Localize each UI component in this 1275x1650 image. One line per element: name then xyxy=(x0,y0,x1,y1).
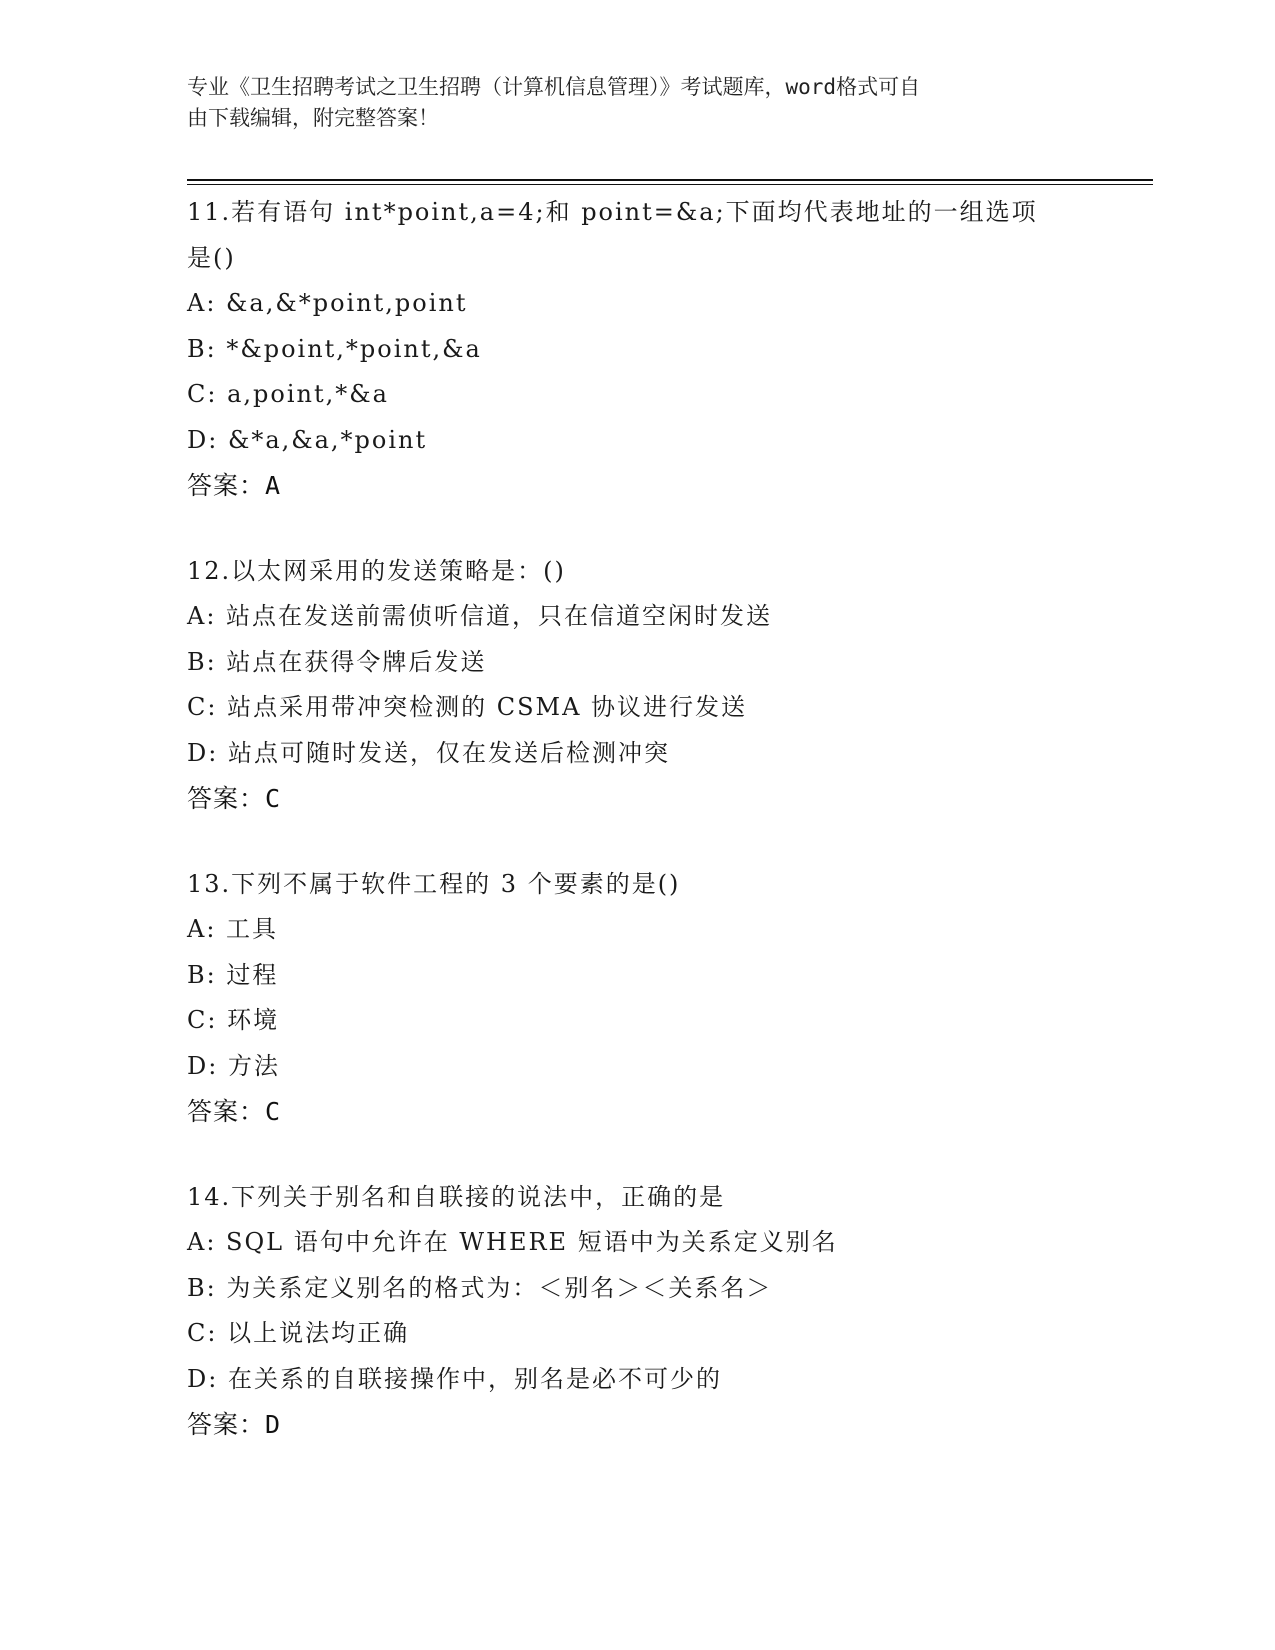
question-stem: 11.若有语句 int*point,a=4;和 point=&a;下面均代表地址的一组选项 xyxy=(187,198,1038,226)
option-a: A: 站点在发送前需侦听信道，只在信道空闲时发送 xyxy=(187,602,773,630)
answer-line: 答案：A xyxy=(187,471,282,500)
question-14 xyxy=(187,1175,1087,1448)
option-d: D: 在关系的自联接操作中，别名是必不可少的 xyxy=(187,1364,722,1393)
option-b: B: 站点在获得令牌后发送 xyxy=(187,647,487,676)
question-stem: 14.下列关于别名和自联接的说法中，正确的是 xyxy=(187,1182,726,1211)
question-13 xyxy=(187,862,1087,1135)
option-c: C: 环境 xyxy=(187,1006,280,1034)
question-stem: 12.以太网采用的发送策略是：() xyxy=(187,556,566,585)
answer-line: 答案：C xyxy=(187,784,282,813)
option-b: B: 为关系定义别名的格式为：＜别名＞＜关系名＞ xyxy=(187,1273,773,1302)
question-11 xyxy=(187,190,1087,509)
option-a: A: 工具 xyxy=(187,915,279,943)
question-12 xyxy=(187,549,1087,822)
option-c: C: 站点采用带冲突检测的 CSMA 协议进行发送 xyxy=(187,693,748,721)
option-d: D: 方法 xyxy=(187,1051,280,1080)
question-stem: 13.下列不属于软件工程的 3 个要素的是() xyxy=(187,869,681,898)
option-a: A: &a,&*point,point xyxy=(187,289,468,317)
option-c: C: a,point,*&a xyxy=(187,380,389,408)
question-gap xyxy=(187,509,1087,549)
header-line-2: 由下载编辑，附完整答案！ xyxy=(187,106,439,130)
question-stem-continued: 是() xyxy=(187,243,236,272)
header-divider-thin xyxy=(187,184,1153,185)
header-divider-thick xyxy=(187,179,1153,181)
option-d: D: 站点可随时发送，仅在发送后检测冲突 xyxy=(187,738,670,767)
option-d: D: &*a,&a,*point xyxy=(187,425,428,454)
question-gap xyxy=(187,822,1087,862)
option-c: C: 以上说法均正确 xyxy=(187,1319,410,1347)
document-header xyxy=(187,72,1067,134)
header-line-1: 专业《卫生招聘考试之卫生招聘（计算机信息管理）》考试题库，word格式可自 xyxy=(187,75,921,99)
option-b: B: 过程 xyxy=(187,960,279,989)
answer-line: 答案：C xyxy=(187,1097,282,1126)
option-a: A: SQL 语句中允许在 WHERE 短语中为关系定义别名 xyxy=(187,1228,838,1256)
question-list xyxy=(187,190,1087,1448)
option-b: B: *&point,*point,&a xyxy=(187,334,482,363)
question-gap xyxy=(187,1135,1087,1175)
answer-line: 答案：D xyxy=(187,1410,282,1439)
